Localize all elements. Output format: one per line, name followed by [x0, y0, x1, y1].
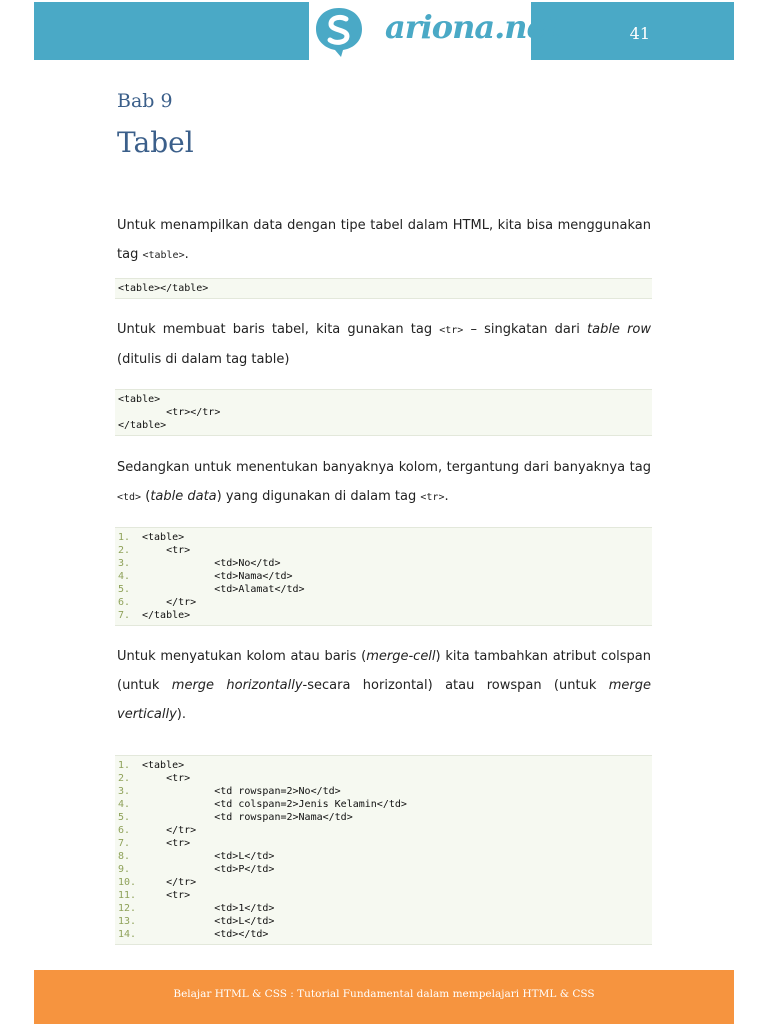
code-line — [115, 798, 652, 811]
paragraph-merge: Untuk menyatukan kolom atau baris (merge-cell) kita tambahkan atribut colspan (untuk merge horizontally-secara horizontal) atau rowspan (untuk merge vertically). — [117, 649, 651, 722]
code-text: </table> — [142, 610, 191, 621]
code-line: <tr></tr> — [118, 407, 221, 418]
paragraph-intro: Untuk menampilkan data dengan tipe tabel dalam HTML, kita bisa menggunakan tag <table>. — [117, 218, 651, 262]
page-header — [34, 2, 734, 60]
code-line: <table></table> — [118, 283, 209, 294]
code-text: <td rowspan=2>Nama</td> — [142, 812, 353, 823]
line-number: 7. — [118, 838, 131, 849]
line-number: 7. — [118, 610, 131, 621]
code-text: <tr> — [142, 545, 191, 556]
line-number: 14. — [118, 929, 137, 940]
code-line — [115, 889, 652, 902]
line-number: 11. — [118, 890, 137, 901]
code-text: <td>Nama</td> — [142, 571, 293, 582]
code-line — [115, 811, 652, 824]
code-line: </table> — [118, 420, 167, 431]
code-text: </tr> — [142, 825, 197, 836]
code-block-td — [115, 527, 652, 626]
code-text: <table> — [142, 760, 185, 771]
speech-bubble-s-icon — [313, 5, 365, 57]
site-name: ariona.net — [385, 8, 560, 46]
line-number: 1. — [118, 532, 131, 543]
code-line — [115, 863, 652, 876]
page-number: 41 — [629, 24, 650, 43]
line-number: 1. — [118, 760, 131, 771]
line-number: 5. — [118, 584, 131, 595]
code-text: </tr> — [142, 597, 197, 608]
code-line — [115, 785, 652, 798]
code-text: <td>No</td> — [142, 558, 281, 569]
code-text: <td>1</td> — [142, 903, 275, 914]
code-text: <td></td> — [142, 929, 269, 940]
line-number: 2. — [118, 773, 131, 784]
code-block-tr — [115, 389, 652, 436]
paragraph-td: Sedangkan untuk menentukan banyaknya kolom, tergantung dari banyaknya tag <td> (table data) yang digunakan di dalam tag <tr>. — [117, 460, 651, 504]
code-line — [115, 531, 652, 544]
line-number: 2. — [118, 545, 131, 556]
code-line — [115, 837, 652, 850]
paragraph-tr: Untuk membuat baris tabel, kita gunakan tag <tr> – singkatan dari table row (ditulis di dalam tag table) — [117, 322, 651, 367]
code-line — [115, 915, 652, 928]
line-number: 6. — [118, 597, 131, 608]
line-number: 8. — [118, 851, 131, 862]
code-text: <td rowspan=2>No</td> — [142, 786, 341, 797]
code-text: </tr> — [142, 877, 197, 888]
line-number: 4. — [118, 799, 131, 810]
code-text: <td colspan=2>Jenis Kelamin</td> — [142, 799, 407, 810]
code-line — [115, 928, 652, 941]
code-line — [115, 583, 652, 596]
line-number: 6. — [118, 825, 131, 836]
code-line — [115, 902, 652, 915]
code-text: <tr> — [142, 773, 191, 784]
line-number: 10. — [118, 877, 137, 888]
footer-text: Belajar HTML & CSS : Tutorial Fundamental dalam mempelajari HTML & CSS — [173, 988, 595, 1000]
line-number: 3. — [118, 558, 131, 569]
page-title: Tabel — [117, 126, 194, 159]
code-text: <td>P</td> — [142, 864, 275, 875]
page-footer — [34, 970, 734, 1024]
line-number: 12. — [118, 903, 137, 914]
code-text: <tr> — [142, 890, 191, 901]
code-text: <td>L</td> — [142, 916, 275, 927]
code-line — [115, 609, 652, 622]
code-line — [115, 759, 652, 772]
code-block-merge — [115, 755, 652, 945]
code-line — [115, 824, 652, 837]
line-number: 13. — [118, 916, 137, 927]
code-line — [115, 544, 652, 557]
code-line — [115, 570, 652, 583]
code-line — [115, 557, 652, 570]
line-number: 9. — [118, 864, 131, 875]
code-text: <table> — [142, 532, 185, 543]
code-text: <tr> — [142, 838, 191, 849]
line-number: 3. — [118, 786, 131, 797]
code-line — [115, 850, 652, 863]
code-text: <td>L</td> — [142, 851, 275, 862]
chapter-label: Bab 9 — [117, 90, 173, 112]
code-line — [115, 876, 652, 889]
code-line: <table> — [118, 394, 161, 405]
code-line — [115, 596, 652, 609]
code-text: <td>Alamat</td> — [142, 584, 305, 595]
line-number: 4. — [118, 571, 131, 582]
code-block-table — [115, 278, 652, 299]
line-number: 5. — [118, 812, 131, 823]
code-line — [115, 772, 652, 785]
site-logo — [309, 2, 560, 64]
